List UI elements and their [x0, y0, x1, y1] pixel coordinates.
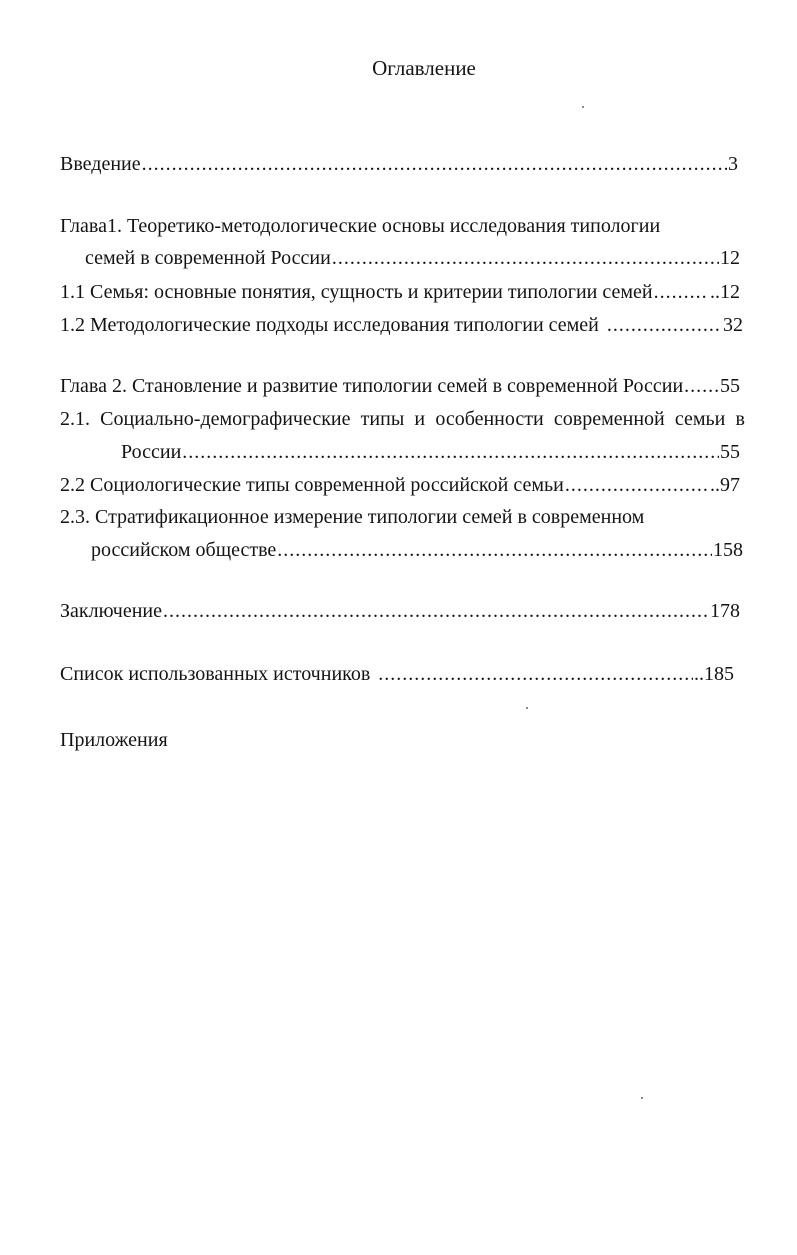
leader-dots	[142, 151, 727, 177]
leader-dots	[277, 537, 712, 563]
toc-entry-page: 178	[710, 600, 740, 622]
toc-entry-section-1-1	[60, 279, 740, 305]
toc-entry-label: 1.2 Методологические подходы исследования типологии семей	[60, 314, 599, 336]
leader-dots	[332, 245, 719, 271]
leader-dots	[182, 439, 719, 465]
toc-entry-label: Заключение	[60, 600, 162, 622]
leader-dots	[378, 661, 693, 687]
toc-entry-appendix: Приложения	[60, 729, 168, 751]
toc-entry-section-2-3	[91, 537, 743, 563]
toc-entry-label: семей в современной России	[85, 247, 331, 269]
toc-entry-page: ..97	[710, 474, 740, 496]
leader-dots	[565, 472, 709, 498]
toc-entry-page: 12	[720, 247, 740, 269]
toc-entry-section-1-2	[60, 312, 743, 338]
leader-dots	[654, 279, 709, 305]
toc-entry-label: 1.1 Семья: основные понятия, сущность и критерии типологии семей	[60, 281, 653, 303]
leader-dots	[607, 312, 722, 338]
toc-entry-page: 55	[720, 375, 740, 397]
toc-entry-page: ..12	[710, 281, 740, 303]
toc-entry-section-2-1	[121, 439, 740, 465]
leader-dots	[163, 598, 709, 624]
toc-entry-chapter2	[60, 373, 740, 399]
toc-entry-label: Глава 2. Становление и развитие типологии семей в современной России	[60, 375, 684, 397]
toc-entry-label: России	[121, 441, 182, 463]
toc-entry-section-2-3-line1: 2.3. Стратификационное измерение типологии семей в современном	[60, 506, 645, 528]
toc-entry-chapter1-line1: Глава1. Теоретико-методологические основы исследования типологии	[60, 215, 661, 237]
toc-entry-page: ..185	[694, 663, 734, 685]
toc-entry-page: 32	[723, 314, 743, 336]
leader-dots	[684, 373, 719, 399]
scan-speck	[582, 106, 584, 108]
toc-entry-chapter1	[85, 245, 740, 271]
toc-entry-conclusion	[60, 598, 740, 624]
scan-speck	[526, 707, 528, 709]
toc-entry-label: 2.2 Социологические типы современной российской семьи	[60, 474, 564, 496]
page-title: Оглавление	[372, 56, 476, 80]
toc-entry-section-2-2	[60, 472, 740, 498]
toc-entry-label: российском обществе	[91, 539, 277, 561]
toc-entry-intro	[60, 151, 738, 177]
toc-entry-page: 158	[713, 539, 743, 561]
toc-entry-page: 3	[728, 153, 738, 175]
toc-entry-label: Введение	[60, 153, 141, 175]
scan-speck	[641, 1097, 643, 1099]
toc-entry-label: Список использованных источников	[60, 663, 371, 685]
toc-entry-page: 55	[720, 441, 740, 463]
toc-entry-sources	[60, 661, 734, 687]
toc-entry-section-2-1-line1: 2.1. Социально-демографические типы и особенности современной семьи в	[60, 408, 745, 430]
